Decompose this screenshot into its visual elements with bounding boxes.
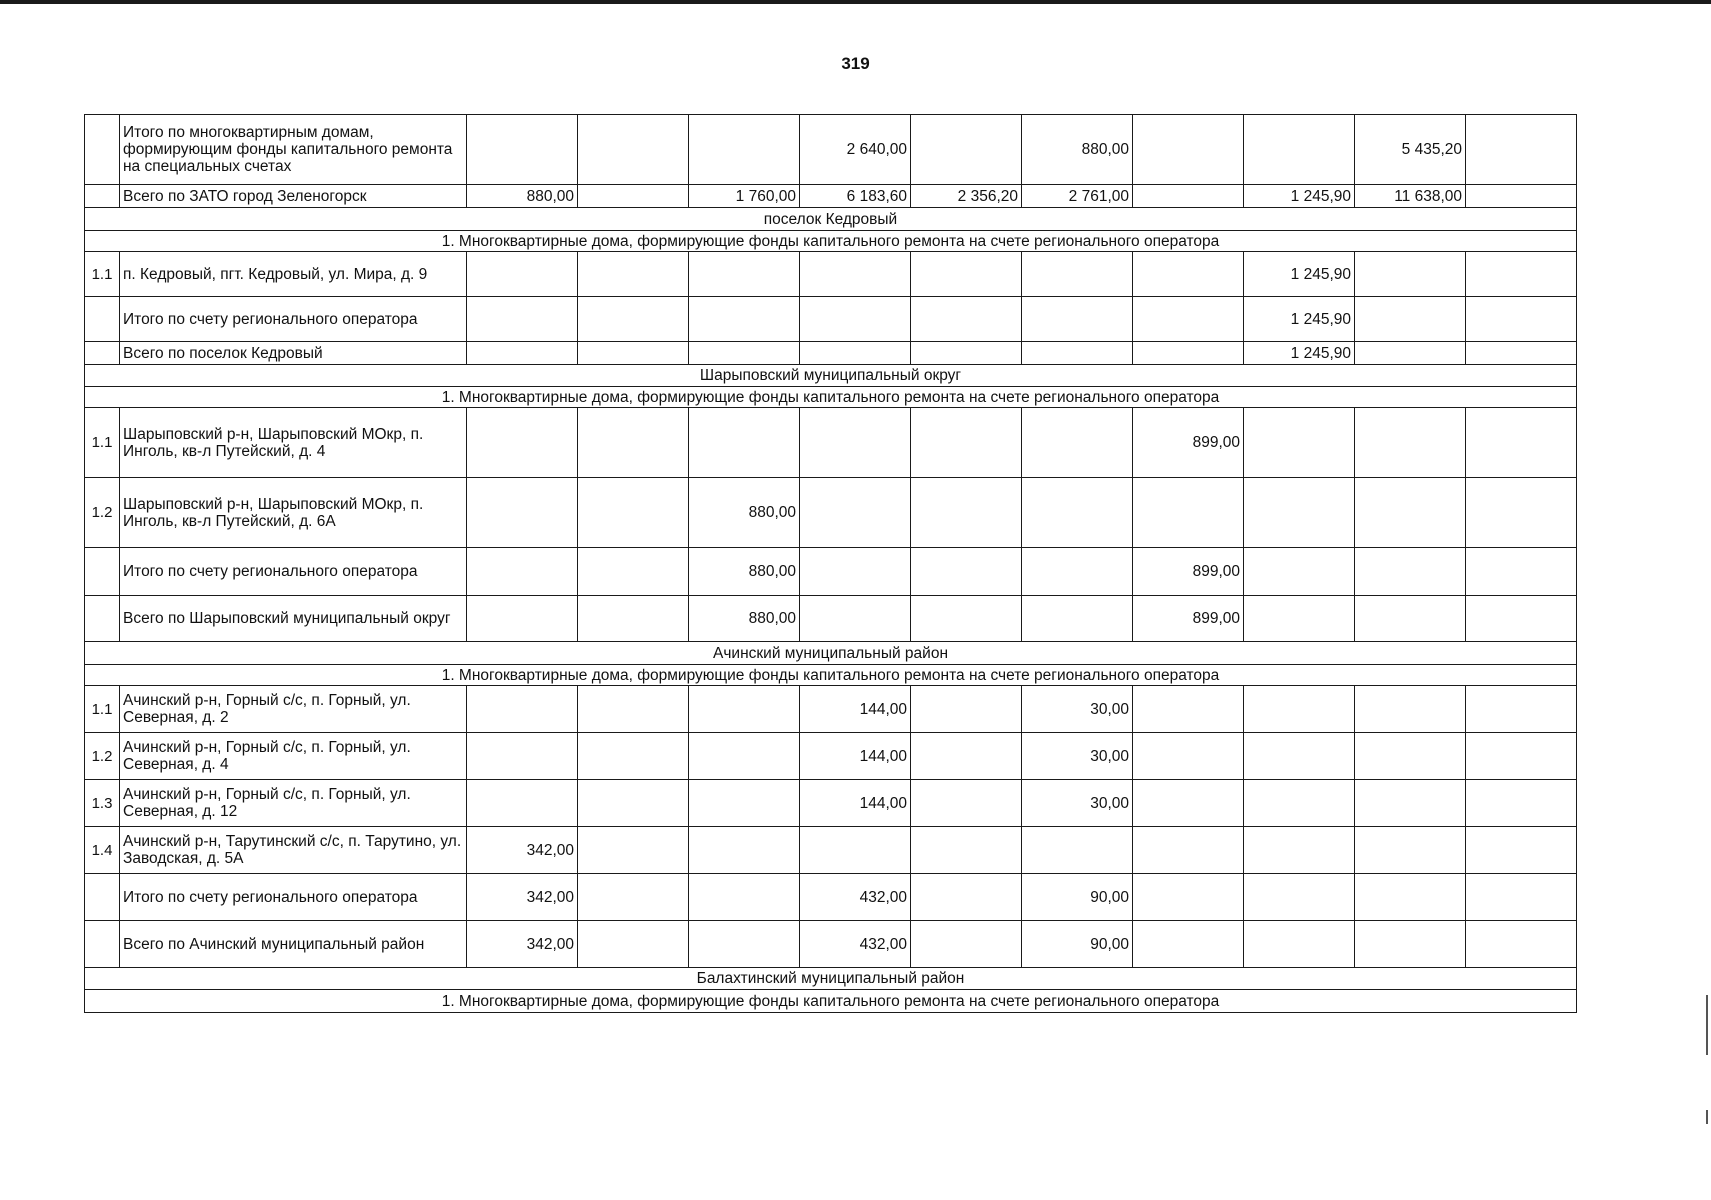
value-cell: [911, 874, 1022, 921]
value-cell: [1466, 115, 1577, 185]
value-cell: [1355, 478, 1466, 548]
value-cell: [1466, 185, 1577, 208]
row-number: 1.4: [85, 827, 120, 874]
value-cell: [689, 408, 800, 478]
table-row: [85, 115, 1577, 185]
value-cell: [1355, 827, 1466, 874]
subsection-title: 1. Многоквартирные дома, формирующие фонды капитального ремонта на счете регионального оператора: [85, 990, 1577, 1013]
address-cell: Всего по Шарыповский муниципальный округ: [120, 596, 467, 642]
value-cell: [689, 297, 800, 342]
value-cell: [689, 874, 800, 921]
value-cell: [689, 780, 800, 827]
value-cell: [1022, 342, 1133, 365]
row-number: [85, 297, 120, 342]
value-cell: [578, 478, 689, 548]
subsection-row: [85, 665, 1577, 686]
address-cell: Всего по поселок Кедровый: [120, 342, 467, 365]
top-rule: [0, 0, 1711, 4]
value-cell: [1133, 252, 1244, 297]
subsection-title: 1. Многоквартирные дома, формирующие фонды капитального ремонта на счете регионального оператора: [85, 665, 1577, 686]
value-cell: [800, 548, 911, 596]
value-cell: [467, 478, 578, 548]
value-cell: [578, 115, 689, 185]
address-cell: Итого по многоквартирным домам, формирующим фонды капитального ремонта на специальных счетах: [120, 115, 467, 185]
value-cell: [689, 252, 800, 297]
value-cell: 432,00: [800, 874, 911, 921]
value-cell: [467, 297, 578, 342]
value-cell: 432,00: [800, 921, 911, 968]
value-cell: [1466, 252, 1577, 297]
value-cell: [1022, 297, 1133, 342]
section-title: поселок Кедровый: [85, 208, 1577, 231]
value-cell: [689, 921, 800, 968]
value-cell: [1466, 874, 1577, 921]
value-cell: [1466, 548, 1577, 596]
table-row: [85, 478, 1577, 548]
value-cell: [1244, 780, 1355, 827]
value-cell: [1466, 827, 1577, 874]
value-cell: [1133, 827, 1244, 874]
value-cell: 144,00: [800, 780, 911, 827]
row-number: [85, 596, 120, 642]
value-cell: 1 245,90: [1244, 252, 1355, 297]
value-cell: [1355, 780, 1466, 827]
address-cell: Ачинский р-н, Тарутинский с/с, п. Тарутино, ул. Заводская, д. 5А: [120, 827, 467, 874]
table-row: [85, 827, 1577, 874]
scan-edge-mark: [1706, 995, 1708, 1055]
value-cell: [1355, 297, 1466, 342]
value-cell: [578, 408, 689, 478]
value-cell: [467, 408, 578, 478]
value-cell: [1133, 115, 1244, 185]
value-cell: 899,00: [1133, 548, 1244, 596]
value-cell: [578, 185, 689, 208]
value-cell: [911, 780, 1022, 827]
row-number: [85, 874, 120, 921]
value-cell: 144,00: [800, 686, 911, 733]
value-cell: [578, 297, 689, 342]
value-cell: [578, 733, 689, 780]
subsection-title: 1. Многоквартирные дома, формирующие фонды капитального ремонта на счете регионального оператора: [85, 387, 1577, 408]
value-cell: 899,00: [1133, 596, 1244, 642]
section-title: Балахтинский муниципальный район: [85, 968, 1577, 990]
value-cell: 880,00: [689, 478, 800, 548]
row-number: 1.1: [85, 686, 120, 733]
value-cell: [1244, 874, 1355, 921]
value-cell: [800, 596, 911, 642]
value-cell: [578, 874, 689, 921]
value-cell: [800, 297, 911, 342]
value-cell: [467, 115, 578, 185]
value-cell: [689, 342, 800, 365]
value-cell: 342,00: [467, 874, 578, 921]
address-cell: Ачинский р-н, Горный с/с, п. Горный, ул. Северная, д. 2: [120, 686, 467, 733]
value-cell: [1466, 408, 1577, 478]
address-cell: Итого по счету регионального оператора: [120, 874, 467, 921]
value-cell: [1244, 408, 1355, 478]
address-cell: Итого по счету регионального оператора: [120, 297, 467, 342]
subsection-row: [85, 231, 1577, 252]
value-cell: 342,00: [467, 921, 578, 968]
value-cell: [1133, 921, 1244, 968]
value-cell: 5 435,20: [1355, 115, 1466, 185]
value-cell: [800, 342, 911, 365]
value-cell: [911, 686, 1022, 733]
value-cell: 342,00: [467, 827, 578, 874]
value-cell: [1466, 921, 1577, 968]
value-cell: [1355, 921, 1466, 968]
value-cell: 880,00: [689, 548, 800, 596]
value-cell: 880,00: [689, 596, 800, 642]
row-number: 1.3: [85, 780, 120, 827]
value-cell: [911, 596, 1022, 642]
value-cell: [1244, 115, 1355, 185]
value-cell: [689, 115, 800, 185]
value-cell: [689, 733, 800, 780]
value-cell: [578, 827, 689, 874]
value-cell: [911, 342, 1022, 365]
value-cell: [1244, 596, 1355, 642]
value-cell: [1133, 185, 1244, 208]
value-cell: [467, 733, 578, 780]
value-cell: [1355, 874, 1466, 921]
value-cell: 899,00: [1133, 408, 1244, 478]
address-cell: Итого по счету регионального оператора: [120, 548, 467, 596]
value-cell: [1133, 780, 1244, 827]
address-cell: Всего по Ачинский муниципальный район: [120, 921, 467, 968]
value-cell: 30,00: [1022, 733, 1133, 780]
value-cell: 880,00: [467, 185, 578, 208]
value-cell: [1355, 733, 1466, 780]
value-cell: [1244, 827, 1355, 874]
row-number: 1.1: [85, 252, 120, 297]
value-cell: [689, 827, 800, 874]
value-cell: [1244, 478, 1355, 548]
value-cell: [1022, 827, 1133, 874]
address-cell: Всего по ЗАТО город Зеленогорск: [120, 185, 467, 208]
value-cell: [1355, 252, 1466, 297]
value-cell: [911, 408, 1022, 478]
value-cell: 2 356,20: [911, 185, 1022, 208]
value-cell: [800, 408, 911, 478]
section-title: Шарыповский муниципальный округ: [85, 365, 1577, 387]
value-cell: [578, 342, 689, 365]
value-cell: [1355, 686, 1466, 733]
row-number: [85, 548, 120, 596]
value-cell: 30,00: [1022, 780, 1133, 827]
section-row: [85, 208, 1577, 231]
table-row: [85, 596, 1577, 642]
value-cell: [1466, 733, 1577, 780]
table-body: [85, 115, 1577, 1013]
value-cell: [1355, 596, 1466, 642]
value-cell: [1022, 478, 1133, 548]
value-cell: 11 638,00: [1355, 185, 1466, 208]
section-row: [85, 642, 1577, 665]
address-cell: Шарыповский р-н, Шарыповский МОкр, п. Инголь, кв-л Путейский, д. 6А: [120, 478, 467, 548]
row-number: 1.2: [85, 733, 120, 780]
value-cell: [1133, 342, 1244, 365]
table-row: [85, 874, 1577, 921]
value-cell: [578, 548, 689, 596]
table-row: [85, 733, 1577, 780]
value-cell: [1133, 686, 1244, 733]
table-row: [85, 297, 1577, 342]
section-row: [85, 968, 1577, 990]
address-cell: Ачинский р-н, Горный с/с, п. Горный, ул. Северная, д. 12: [120, 780, 467, 827]
value-cell: [578, 921, 689, 968]
value-cell: [467, 780, 578, 827]
section-title: Ачинский муниципальный район: [85, 642, 1577, 665]
value-cell: [1022, 548, 1133, 596]
table-row: [85, 686, 1577, 733]
budget-table: [84, 114, 1577, 1013]
subsection-title: 1. Многоквартирные дома, формирующие фонды капитального ремонта на счете регионального оператора: [85, 231, 1577, 252]
value-cell: [911, 252, 1022, 297]
value-cell: [1022, 252, 1133, 297]
row-number: 1.1: [85, 408, 120, 478]
value-cell: [1133, 297, 1244, 342]
scan-edge-mark: [1706, 1110, 1708, 1124]
value-cell: 880,00: [1022, 115, 1133, 185]
subsection-row: [85, 387, 1577, 408]
value-cell: [1466, 686, 1577, 733]
value-cell: [1244, 921, 1355, 968]
value-cell: [1133, 733, 1244, 780]
value-cell: [800, 252, 911, 297]
value-cell: [1355, 408, 1466, 478]
table-row: [85, 252, 1577, 297]
value-cell: 144,00: [800, 733, 911, 780]
value-cell: [800, 827, 911, 874]
value-cell: [467, 342, 578, 365]
value-cell: [1022, 596, 1133, 642]
row-number: [85, 115, 120, 185]
value-cell: 90,00: [1022, 874, 1133, 921]
value-cell: [1244, 548, 1355, 596]
value-cell: [578, 780, 689, 827]
table-row: [85, 780, 1577, 827]
value-cell: [1466, 780, 1577, 827]
value-cell: [1244, 733, 1355, 780]
value-cell: 1 245,90: [1244, 342, 1355, 365]
value-cell: 1 245,90: [1244, 297, 1355, 342]
value-cell: [1133, 478, 1244, 548]
section-row: [85, 365, 1577, 387]
value-cell: [467, 596, 578, 642]
table-row: [85, 921, 1577, 968]
value-cell: 6 183,60: [800, 185, 911, 208]
value-cell: 90,00: [1022, 921, 1133, 968]
value-cell: [467, 686, 578, 733]
value-cell: [1466, 297, 1577, 342]
value-cell: [911, 478, 1022, 548]
address-cell: п. Кедровый, пгт. Кедровый, ул. Мира, д. 9: [120, 252, 467, 297]
value-cell: [911, 827, 1022, 874]
value-cell: 1 760,00: [689, 185, 800, 208]
row-number: [85, 185, 120, 208]
value-cell: 30,00: [1022, 686, 1133, 733]
value-cell: [467, 252, 578, 297]
value-cell: [800, 478, 911, 548]
value-cell: [1355, 342, 1466, 365]
value-cell: 1 245,90: [1244, 185, 1355, 208]
value-cell: [911, 297, 1022, 342]
value-cell: [467, 548, 578, 596]
table-row: [85, 408, 1577, 478]
table-row: [85, 185, 1577, 208]
value-cell: [578, 596, 689, 642]
value-cell: [1466, 478, 1577, 548]
row-number: [85, 342, 120, 365]
value-cell: [1466, 596, 1577, 642]
value-cell: 2 761,00: [1022, 185, 1133, 208]
value-cell: [1355, 548, 1466, 596]
address-cell: Ачинский р-н, Горный с/с, п. Горный, ул. Северная, д. 4: [120, 733, 467, 780]
value-cell: [689, 686, 800, 733]
table-row: [85, 548, 1577, 596]
value-cell: [1244, 686, 1355, 733]
value-cell: [578, 686, 689, 733]
value-cell: [911, 733, 1022, 780]
table-row: [85, 342, 1577, 365]
page-number: 319: [841, 54, 870, 73]
value-cell: [1133, 874, 1244, 921]
value-cell: [911, 548, 1022, 596]
value-cell: 2 640,00: [800, 115, 911, 185]
value-cell: [578, 252, 689, 297]
subsection-row: [85, 990, 1577, 1013]
row-number: [85, 921, 120, 968]
value-cell: [911, 921, 1022, 968]
value-cell: [1022, 408, 1133, 478]
value-cell: [1466, 342, 1577, 365]
row-number: 1.2: [85, 478, 120, 548]
address-cell: Шарыповский р-н, Шарыповский МОкр, п. Инголь, кв-л Путейский, д. 4: [120, 408, 467, 478]
value-cell: [911, 115, 1022, 185]
